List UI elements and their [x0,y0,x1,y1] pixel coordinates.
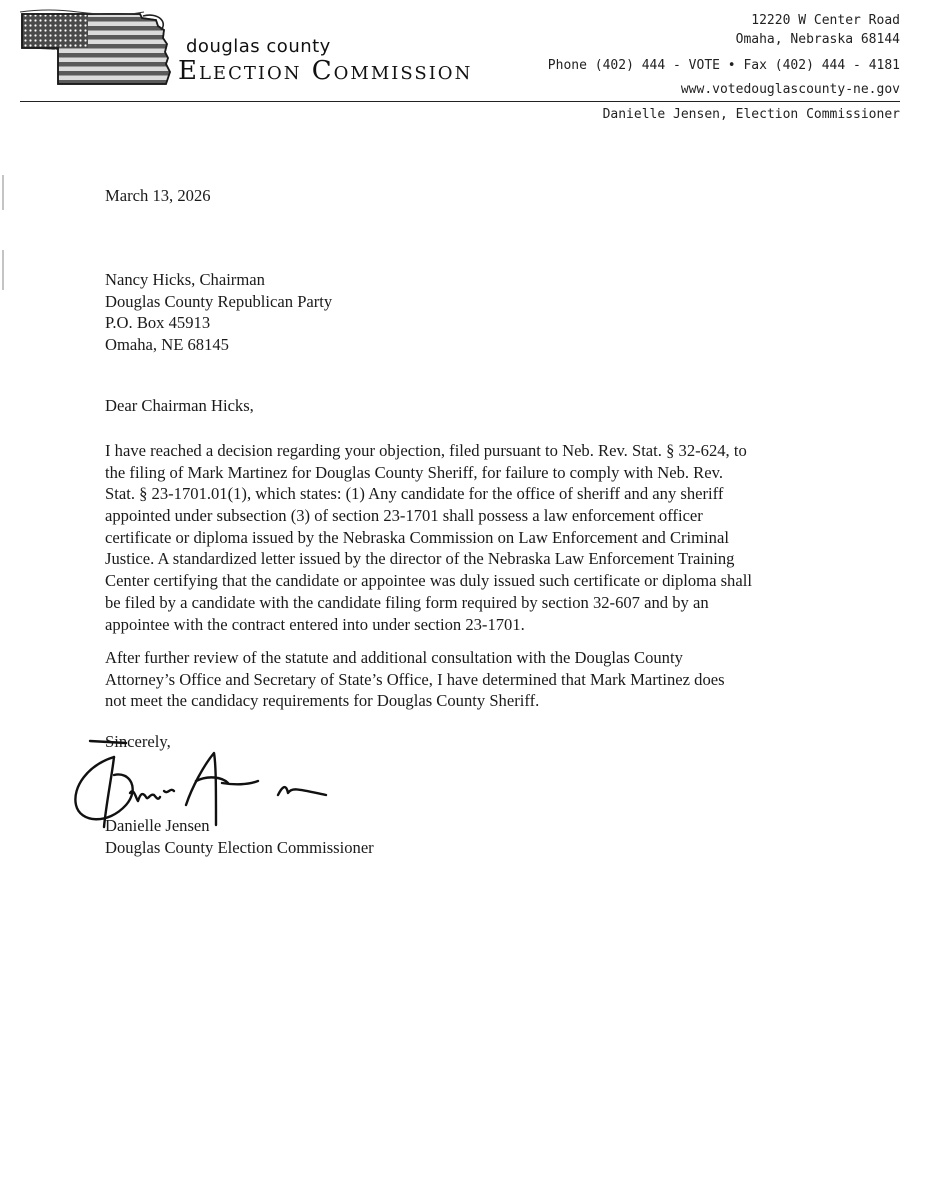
paragraph-line: the filing of Mark Martinez for Douglas County Sheriff, for failure to comply with Neb. Rev. [105,462,723,482]
website-link[interactable]: www.votedouglascounty-ne.gov [680,82,900,97]
nebraska-flag-logo [18,8,173,88]
signature-block [105,815,374,859]
recipient-address-block [105,269,332,356]
header-divider [20,101,900,102]
body-paragraph-1 [105,440,817,635]
paragraph-line: Attorney’s Office and Secretary of State’s Office, I have determined that Mark Martinez does [105,669,725,689]
paragraph-line: Center certifying that the candidate or appointee was duly issued such certificate or diploma shall [105,571,752,591]
paragraph-line: Stat. § 23-1701.01(1), which states: (1) Any candidate for the office of sheriff and any sheriff [105,484,724,504]
paragraph-line: Justice. A standardized letter issued by the director of the Nebraska Law Enforcement Training [105,549,735,569]
commissioner-line: Danielle Jensen, Election Commissioner [602,107,900,122]
paragraph-line: not meet the candidacy requirements for Douglas County Sheriff. [105,691,540,711]
body-paragraph-2 [105,647,817,712]
scan-margin-marks [0,0,10,400]
paragraph-line: appointed under subsection (3) of section 23-1701 shall possess a law enforcement officer [105,506,703,526]
paragraph-line: After further review of the statute and additional consultation with the Douglas County [105,648,683,667]
closing: Sincerely, [105,732,171,751]
letterhead [0,0,927,130]
org-name-small: douglas county [186,36,331,57]
recipient-line: Douglas County Republican Party [105,291,333,311]
recipient-line: Nancy Hicks, Chairman [105,270,265,289]
paragraph-line: appointee with the contract entered into under section 23-1701. [105,614,525,634]
phone-fax-line: Phone (402) 444 - VOTE • Fax (402) 444 - 4181 [547,58,900,73]
salutation: Dear Chairman Hicks, [105,396,254,415]
signer-name: Danielle Jensen [105,816,210,835]
recipient-line: P.O. Box 45913 [105,313,211,333]
paragraph-line: be filed by a candidate with the candidate filing form required by section 32-607 and by an [105,592,709,612]
recipient-line: Omaha, NE 68145 [105,335,229,355]
letter-date: March 13, 2026 [105,186,211,205]
paragraph-line: I have reached a decision regarding your objection, filed pursuant to Neb. Rev. Stat. § 32-624, to [105,441,747,460]
signer-title: Douglas County Election Commissioner [105,838,374,857]
address-line-1: 12220 W Center Road [751,13,900,28]
address-line-2: Omaha, Nebraska 68144 [735,32,900,47]
org-name-title: Election Commission [178,56,473,86]
paragraph-line: certificate or diploma issued by the Nebraska Commission on Law Enforcement and Criminal [105,527,729,547]
